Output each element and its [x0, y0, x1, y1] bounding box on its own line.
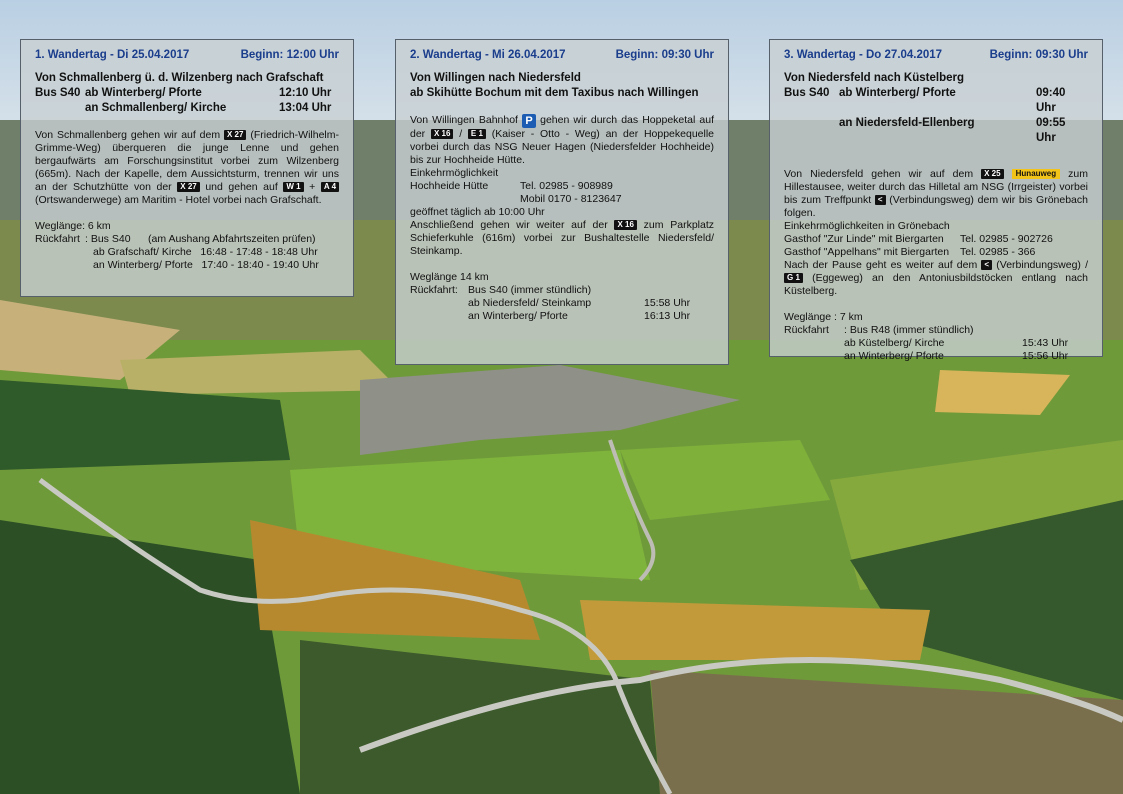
day3-bus-stop-1: ab Winterberg/ Pforte [839, 87, 956, 99]
day1-bus-time-2: 13:04 Uhr [279, 102, 332, 114]
day3-tel-2: Tel. 02985 - 366 [960, 246, 1036, 258]
day1-bus-label: Bus S40 [35, 87, 81, 99]
day1-description: Von Schmallenberg gehen wir auf dem X 27 (Friedrich-Wilhelm-Grimme-Weg) überqueren die junge Lenne und gehen bergaufwärts am Forschungsinstitut vorbei zum Wilzenberg (665m). Nach der Kapelle, dem Aussichtsturm, trennen wir uns an der Schutzhütte von der X 27 und gehen auf W 1 + A 4 (Ortswanderwege) am Maritim - Hotel vorbei nach Grafschaft. [35, 129, 339, 206]
day3-rueck-time-1: 15:43 Uhr [1022, 337, 1069, 349]
day1-weglaenge: Weglänge: 6 km [35, 220, 111, 232]
day3-rueck-label: Rückfahrt [784, 324, 829, 336]
day1-rueck-row-2: ab Grafschaft/ Kirche 16:48 - 17:48 - 18:48 Uhr [93, 246, 318, 258]
day3-tel-1: Tel. 02985 - 902726 [960, 233, 1053, 245]
day2-panel [395, 39, 729, 365]
day3-gasthof-2: Gasthof "Appelhans" mit Biergarten [784, 246, 950, 258]
trail-badge: X 16 [431, 129, 453, 139]
day1-rueck-label: Rückfahrt [35, 233, 80, 245]
day2-description-2: Anschließend gehen wir weiter auf der X 16 zum Parkplatz Schieferkuhle (616m) vorbei zur Bushaltestelle Niedersfeld/ Steinkamp. [410, 219, 715, 257]
day1-panel [20, 39, 354, 297]
trail-badge: X 27 [177, 182, 199, 192]
day2-weglaenge: Weglänge 14 km [410, 271, 489, 283]
day2-rueck-label: Rückfahrt: [410, 284, 458, 296]
day2-start: Beginn: 09:30 Uhr [615, 49, 714, 61]
day3-rueck-stop-1: ab Küstelberg/ Kirche [844, 337, 945, 349]
trail-badge: X 25 [981, 169, 1003, 179]
day2-description: Von Willingen Bahnhof P gehen wir durch das Hoppeketal auf der X 16 / E 1 (Kaiser - Otto - Weg) an der Hoppekequelle vorbei durch das NSG Neuer Hagen (Niedersfelder Hochheide) bis zur Hochheide Hütte. [410, 114, 715, 166]
day2-rueck-stop-1: ab Niedersfeld/ Steinkamp [468, 297, 592, 309]
day2-tel: Tel. 02985 - 908989 [520, 180, 613, 192]
day2-einkehr: Einkehrmöglichkeit [410, 167, 499, 179]
day2-hut: Hochheide Hütte [410, 180, 489, 192]
day1-rueck-row-1: : Bus S40 (am Aushang Abfahrtszeiten prüfen) [85, 233, 316, 245]
day1-start: Beginn: 12:00 Uhr [240, 49, 339, 61]
day2-rueck-time-2: 16:13 Uhr [644, 310, 691, 322]
day2-route-1: Von Willingen nach Niedersfeld [410, 72, 581, 84]
day2-rueck-bus: Bus S40 (immer stündlich) [468, 284, 592, 296]
arrow-left-icon: < [981, 260, 992, 270]
day2-mobil: Mobil 0170 - 8123647 [520, 193, 622, 205]
day2-rueck-time-1: 15:58 Uhr [644, 297, 691, 309]
day3-description: Von Niedersfeld gehen wir auf dem X 25 Hunauweg zum Hillestausee, weiter durch das Hilletal am NSG (Irrgeister) vorbei bis zum Treffpunkt < (Verbindungsweg) dem wir bis Grönebach folgen. [784, 168, 1088, 219]
trail-badge: X 16 [614, 220, 636, 230]
day2-rueck-stop-2: an Winterberg/ Pforte [468, 310, 568, 322]
day3-gasthof-1: Gasthof "Zur Linde" mit Biergarten [784, 233, 944, 245]
day1-rueck-row-3: an Winterberg/ Pforte 17:40 - 18:40 - 19:40 Uhr [93, 259, 319, 271]
trail-badge: A 4 [321, 182, 339, 192]
day1-route: Von Schmallenberg ü. d. Wilzenberg nach Grafschaft [35, 72, 324, 84]
day3-bus-label: Bus S40 [784, 87, 830, 99]
day3-description-2: Nach der Pause geht es weiter auf dem < (Verbindungsweg) / G 1 (Eggeweg) an den Antoniusbildstöcken entlang nach Küstelberg. [784, 259, 1089, 297]
day3-start: Beginn: 09:30 Uhr [989, 49, 1088, 61]
arrow-left-icon: < [875, 195, 886, 205]
day1-bus-stop-2: an Schmallenberg/ Kirche [85, 102, 227, 114]
day2-route-2: ab Skihütte Bochum mit dem Taxibus nach Willingen [410, 87, 699, 99]
autumn-trees-2 [580, 600, 930, 660]
day1-title: 1. Wandertag - Di 25.04.2017 [35, 49, 190, 61]
trail-badge: Hunauweg [1012, 169, 1060, 179]
trail-badge: W 1 [283, 182, 303, 192]
day3-title: 3. Wandertag - Do 27.04.2017 [784, 49, 943, 61]
trail-badge: G 1 [784, 273, 803, 283]
day3-rueck-bus: : Bus R48 (immer stündlich) [844, 324, 974, 336]
day2-title: 2. Wandertag - Mi 26.04.2017 [410, 49, 566, 61]
day1-bus-stop-1: ab Winterberg/ Pforte [85, 87, 202, 99]
day3-rueck-stop-2: an Winterberg/ Pforte [844, 350, 944, 362]
day1-bus-time-1: 12:10 Uhr [279, 87, 332, 99]
day3-bus-time-2: 09:55 Uhr [1036, 117, 1066, 144]
day3-route: Von Niedersfeld nach Küstelberg [784, 72, 964, 84]
day3-bus-stop-2: an Niedersfeld-Ellenberg [839, 117, 975, 129]
day3-rueck-time-2: 15:56 Uhr [1022, 350, 1069, 362]
day3-bus-time-1: 09:40 Uhr [1036, 87, 1066, 114]
trail-badge: E 1 [468, 129, 486, 139]
day3-einkehr: Einkehrmöglichkeiten in Grönebach [784, 220, 950, 232]
trail-badge: X 27 [224, 130, 246, 140]
parking-icon: P [522, 114, 536, 128]
day2-open: geöffnet täglich ab 10:00 Uhr [410, 206, 545, 218]
day3-weglaenge: Weglänge : 7 km [784, 311, 863, 323]
day3-panel [769, 39, 1103, 362]
